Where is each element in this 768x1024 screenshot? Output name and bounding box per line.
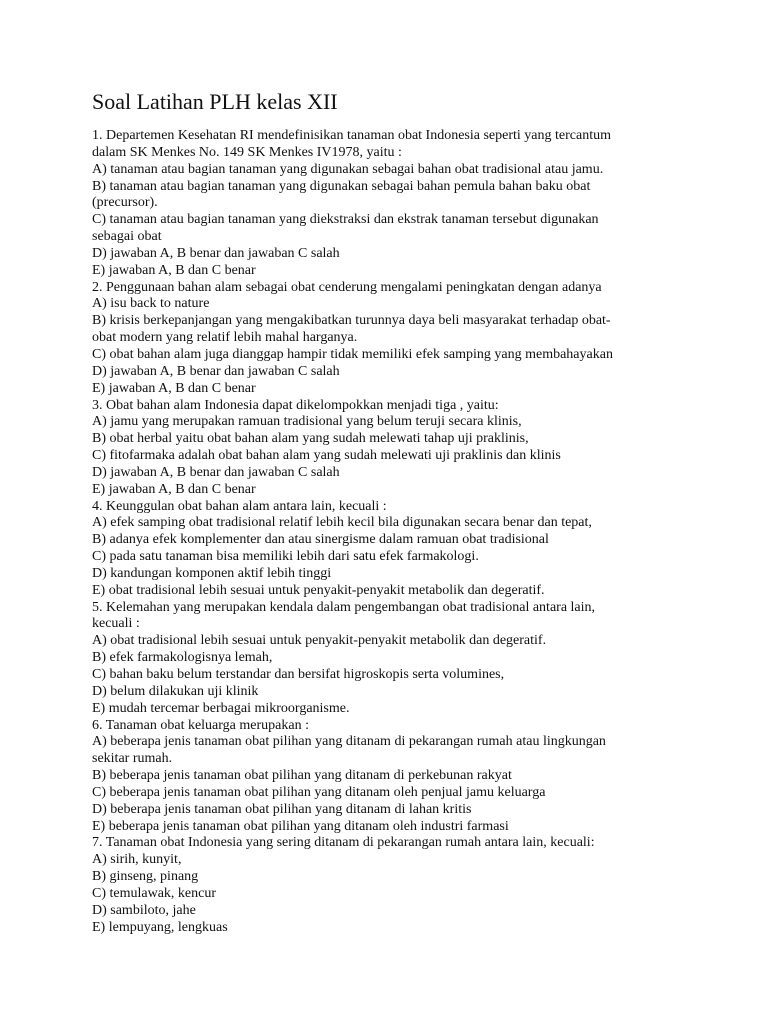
- text-line: B) obat herbal yaitu obat bahan alam yang sudah melewati tahap uji praklinis,: [92, 431, 529, 447]
- text-line: obat modern yang relatif lebih mahal harganya.: [92, 330, 358, 346]
- text-line: D) jawaban A, B benar dan jawaban C salah: [92, 464, 340, 480]
- text-line: E) jawaban A, B dan C benar: [92, 380, 256, 396]
- text-line: C) beberapa jenis tanaman obat pilihan yang ditanam oleh penjual jamu keluarga: [92, 784, 546, 800]
- text-line: E) lempuyang, lengkuas: [92, 919, 228, 935]
- text-line: A) tanaman atau bagian tanaman yang digunakan sebagai bahan obat tradisional atau jamu.: [92, 161, 604, 177]
- text-line: (precursor).: [92, 195, 158, 211]
- text-line: C) bahan baku belum terstandar dan bersifat higroskopis serta volumines,: [92, 667, 505, 682]
- text-line: 7. Tanaman obat Indonesia yang sering ditanam di pekarangan rumah antara lain, kecuali:: [92, 835, 595, 851]
- text-line: D) sambiloto, jahe: [92, 902, 196, 918]
- text-line: kecuali :: [92, 616, 140, 632]
- text-line: B) tanaman atau bagian tanaman yang digunakan sebagai bahan pemula bahan baku obat: [92, 178, 591, 194]
- text-line: B) beberapa jenis tanaman obat pilihan yang ditanam di perkebunan rakyat: [92, 768, 512, 784]
- text-line: 3. Obat bahan alam Indonesia dapat dikelompokkan menjadi tiga , yaitu:: [92, 397, 499, 413]
- document-title: Soal Latihan PLH kelas XII: [92, 89, 338, 114]
- text-line: 2. Penggunaan bahan alam sebagai obat cenderung mengalami peningkatan dengan adanya: [92, 279, 602, 295]
- text-line: B) krisis berkepanjangan yang mengakibatkan turunnya daya beli masyarakat terhadap obat-: [92, 313, 611, 329]
- text-line: A) beberapa jenis tanaman obat pilihan yang ditanam di pekarangan rumah atau lingkungan: [92, 734, 606, 750]
- text-line: sebagai obat: [92, 229, 162, 245]
- text-line: 4. Keunggulan obat bahan alam antara lain, kecuali :: [92, 498, 387, 514]
- text-line: 6. Tanaman obat keluarga merupakan :: [92, 717, 309, 733]
- text-line: B) adanya efek komplementer dan atau sinergisme dalam ramuan obat tradisional: [92, 532, 549, 548]
- text-line: A) jamu yang merupakan ramuan tradisional yang belum teruji secara klinis,: [92, 414, 522, 430]
- text-line: E) beberapa jenis tanaman obat pilihan yang ditanam oleh industri farmasi: [92, 818, 509, 834]
- text-line: D) jawaban A, B benar dan jawaban C salah: [92, 363, 340, 379]
- document-body: [92, 128, 692, 937]
- text-line: E) jawaban A, B dan C benar: [92, 262, 256, 278]
- text-line: E) mudah tercemar berbagai mikroorganisme.: [92, 700, 350, 716]
- text-line: E) obat tradisional lebih sesuai untuk penyakit-penyakit metabolik dan degeratif.: [92, 582, 545, 598]
- text-line: A) isu back to nature: [92, 296, 210, 312]
- text-line: B) efek farmakologisnya lemah,: [92, 650, 273, 666]
- text-line: A) obat tradisional lebih sesuai untuk penyakit-penyakit metabolik dan degeratif.: [92, 633, 547, 649]
- text-line: 5. Kelemahan yang merupakan kendala dalam pengembangan obat tradisional antara lain,: [92, 599, 596, 615]
- text-line: D) beberapa jenis tanaman obat pilihan yang ditanam di lahan kritis: [92, 801, 472, 817]
- text-line: D) belum dilakukan uji klinik: [92, 683, 259, 699]
- text-line: E) jawaban A, B dan C benar: [92, 481, 256, 497]
- text-line: D) jawaban A, B benar dan jawaban C salah: [92, 245, 340, 261]
- text-line: sekitar rumah.: [92, 751, 173, 767]
- text-line: C) tanaman atau bagian tanaman yang diekstraksi dan ekstrak tanaman tersebut digunakan: [92, 212, 599, 228]
- text-line: C) obat bahan alam juga dianggap hampir tidak memiliki efek samping yang membahayakan: [92, 346, 613, 362]
- text-line: C) pada satu tanaman bisa memiliki lebih dari satu efek farmakologi.: [92, 549, 479, 565]
- text-line: B) ginseng, pinang: [92, 869, 199, 885]
- text-line: C) temulawak, kencur: [92, 885, 217, 901]
- text-line: C) fitofarmaka adalah obat bahan alam yang sudah melewati uji praklinis dan klinis: [92, 448, 561, 464]
- text-line: dalam SK Menkes No. 149 SK Menkes IV1978, yaitu :: [92, 144, 402, 160]
- text-line: 1. Departemen Kesehatan RI mendefinisikan tanaman obat Indonesia seperti yang tercantum: [92, 128, 611, 143]
- text-line: D) kandungan komponen aktif lebih tinggi: [92, 565, 332, 581]
- text-line: A) efek samping obat tradisional relatif lebih kecil bila digunakan secara benar dan tepat,: [92, 515, 592, 531]
- text-line: A) sirih, kunyit,: [92, 852, 182, 868]
